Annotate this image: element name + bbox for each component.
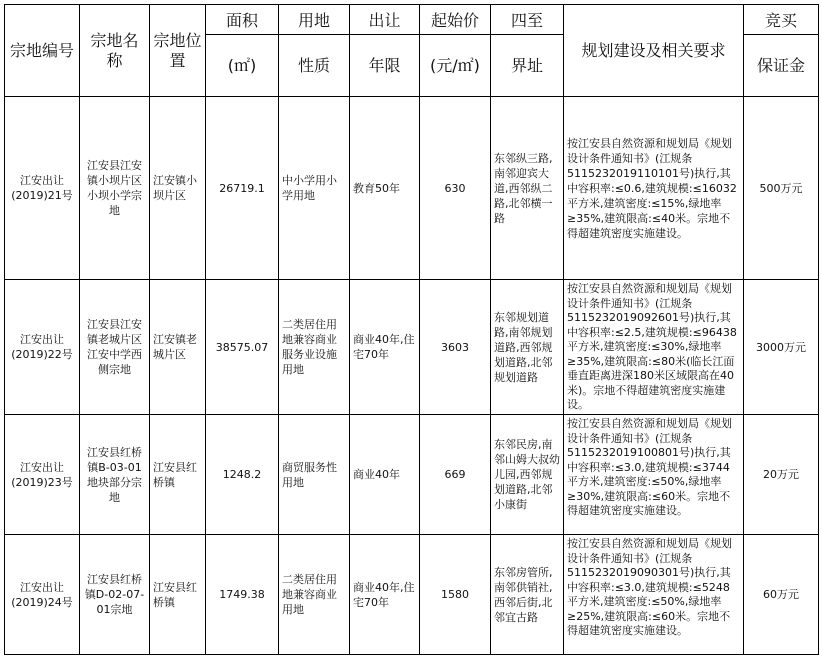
cell-parcel-location: 江安县红桥镇 bbox=[150, 415, 206, 535]
cell-boundary: 东邻规划道路,南邻规划道路,西邻规划道路,北邻规划道路 bbox=[491, 280, 564, 415]
cell-requirements: 按江安县自然资源和规划局《规划设计条件通知书》(江规条5115232019090301号)执行,其中容积率:≤3.0,建筑规模:≤5248平方米,建筑密度:≤50%,绿地率≥25%,建筑限高:≤60米。宗地不得超建筑密度实施建设。 bbox=[564, 535, 744, 655]
cell-requirements: 按江安县自然资源和规划局《规划设计条件通知书》(江规条5115232019092601号)执行,其中容积率:≤2.5,建筑规模:≤96438平方米,建筑密度:≤30%,绿地率≥35%,建筑限高:≤80米(临长江面垂直距离进深180米区域限高在40米)。宗地不得超建筑密度实施建设。 bbox=[564, 280, 744, 415]
header-deposit-top: 竞买 bbox=[744, 5, 819, 35]
header-requirements: 规划建设及相关要求 bbox=[564, 5, 744, 97]
cell-term: 商业40年,住宅70年 bbox=[350, 280, 420, 415]
cell-boundary: 东邻纵三路,南邻迎宾大道,西邻纵二路,北邻横一路 bbox=[491, 97, 564, 280]
header-boundary-top: 四至 bbox=[491, 5, 564, 35]
cell-deposit: 60万元 bbox=[744, 535, 819, 655]
cell-parcel-no: 江安出让(2019)23号 bbox=[5, 415, 80, 535]
cell-parcel-name: 江安县红桥镇D-02-07-01宗地 bbox=[80, 535, 150, 655]
header-use-bottom: 性质 bbox=[279, 35, 350, 97]
table-row bbox=[5, 415, 819, 535]
cell-area: 1248.2 bbox=[206, 415, 279, 535]
cell-parcel-name: 江安县红桥镇B-03-01地块部分宗地 bbox=[80, 415, 150, 535]
header-price-bottom: (元/㎡) bbox=[420, 35, 491, 97]
cell-deposit: 500万元 bbox=[744, 97, 819, 280]
table-row bbox=[5, 280, 819, 415]
cell-area: 1749.38 bbox=[206, 535, 279, 655]
cell-price: 1580 bbox=[420, 535, 491, 655]
cell-term: 商业40年 bbox=[350, 415, 420, 535]
cell-parcel-location: 江安镇老城片区 bbox=[150, 280, 206, 415]
header-deposit-bottom: 保证金 bbox=[744, 35, 819, 97]
cell-requirements: 按江安县自然资源和规划局《规划设计条件通知书》(江规条5115232019110101号)执行,其中容积率:≤0.6,建筑规模:≤16032平方米,建筑密度:≤15%,绿地率≥35%,建筑限高:≤40米。宗地不得超建筑密度实施建设。 bbox=[564, 97, 744, 280]
cell-parcel-no: 江安出让(2019)21号 bbox=[5, 97, 80, 280]
cell-use: 二类居住用地兼容商业用地 bbox=[279, 535, 350, 655]
cell-parcel-name: 江安县江安镇老城片区江安中学西侧宗地 bbox=[80, 280, 150, 415]
header-row-top bbox=[5, 5, 819, 35]
cell-deposit: 3000万元 bbox=[744, 280, 819, 415]
cell-parcel-location: 江安镇小坝片区 bbox=[150, 97, 206, 280]
table-row bbox=[5, 97, 819, 280]
cell-parcel-name: 江安县江安镇小坝片区小坝小学宗地 bbox=[80, 97, 150, 280]
cell-requirements: 按江安县自然资源和规划局《规划设计条件通知书》(江规条5115232019100801号)执行,其中容积率:≤3.0,建筑规模:≤3744平方米,建筑密度:≤50%,绿地率≥30%,建筑限高:≤60米。宗地不得超建筑密度实施建设。 bbox=[564, 415, 744, 535]
header-term-bottom: 年限 bbox=[350, 35, 420, 97]
cell-use: 二类居住用地兼容商业服务业设施用地 bbox=[279, 280, 350, 415]
header-parcel-location: 宗地位置 bbox=[150, 5, 206, 97]
header-parcel-no: 宗地编号 bbox=[5, 5, 80, 97]
header-area-bottom: (㎡) bbox=[206, 35, 279, 97]
cell-parcel-no: 江安出让(2019)24号 bbox=[5, 535, 80, 655]
header-price-top: 起始价 bbox=[420, 5, 491, 35]
header-term-top: 出让 bbox=[350, 5, 420, 35]
cell-price: 3603 bbox=[420, 280, 491, 415]
cell-boundary: 东邻民房,南邻山姆大叔幼儿园,西邻规划道路,北邻小康街 bbox=[491, 415, 564, 535]
cell-parcel-no: 江安出让(2019)22号 bbox=[5, 280, 80, 415]
header-boundary-bottom: 界址 bbox=[491, 35, 564, 97]
cell-area: 38575.07 bbox=[206, 280, 279, 415]
cell-use: 商贸服务性用地 bbox=[279, 415, 350, 535]
cell-deposit: 20万元 bbox=[744, 415, 819, 535]
land-parcel-table bbox=[4, 4, 819, 655]
cell-price: 630 bbox=[420, 97, 491, 280]
cell-use: 中小学用小学用地 bbox=[279, 97, 350, 280]
header-parcel-name: 宗地名称 bbox=[80, 5, 150, 97]
cell-area: 26719.1 bbox=[206, 97, 279, 280]
cell-parcel-location: 江安县红桥镇 bbox=[150, 535, 206, 655]
header-use-top: 用地 bbox=[279, 5, 350, 35]
cell-price: 669 bbox=[420, 415, 491, 535]
cell-boundary: 东邻房管所,南邻供销社,西邻后街,北邻宜古路 bbox=[491, 535, 564, 655]
table-row bbox=[5, 535, 819, 655]
header-area-top: 面积 bbox=[206, 5, 279, 35]
cell-term: 商业40年,住宅70年 bbox=[350, 535, 420, 655]
cell-term: 教育50年 bbox=[350, 97, 420, 280]
